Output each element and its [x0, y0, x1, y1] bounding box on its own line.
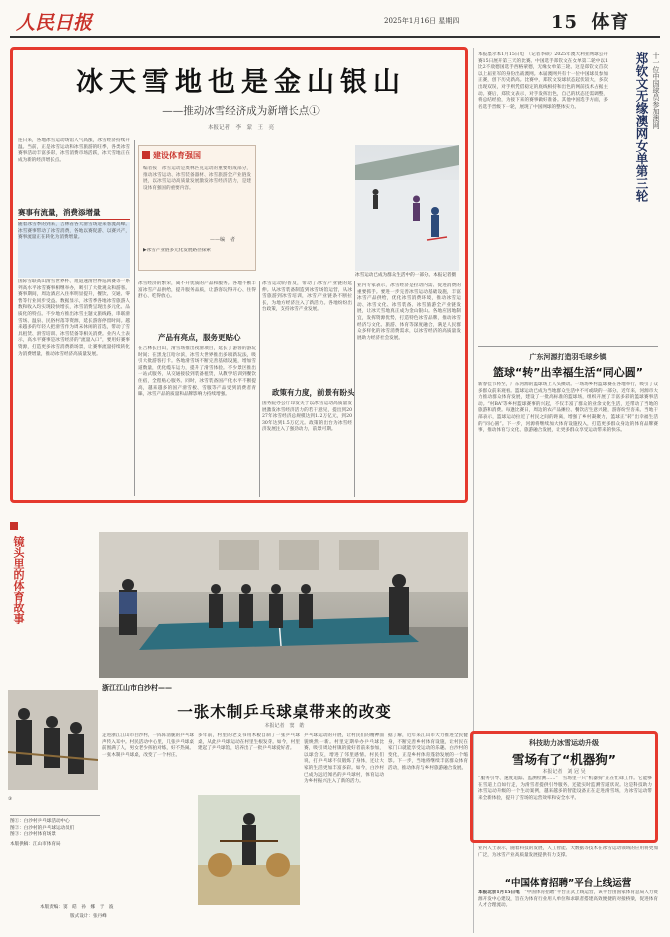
lead-col-sep-2 [259, 281, 260, 497]
story2-title: 一张木制乒乓球桌带来的改变 [177, 703, 392, 721]
robot-byline: 本报记者 刘 冠 吴 [542, 769, 586, 775]
section2-body-text: 在吉林长白山，滑雪场推出夜滑项目，延长了游客的游玩时间；在黑龙江哈尔滨，冰雪大世界推出多项新玩法，吸引大批游客打卡。各地滑雪场不断完善基础设施，增加雪道数量，优化缆车运力，提升了滑雪体验。不少景区推出一站式服务，从交通接驳到装备租赁，从教学培训到餐饮住宿，全程贴心服务。同时，冰雪装备国产化水平不断提高，越来越多的国产滑雪板、雪服等产品受到消费者青睐，冰雪产品的质量和品牌影响力持续增强。 [138, 346, 256, 398]
lead-byline: 本报记者 李 蒙 王 亮 [207, 125, 274, 131]
lead-col2-top-text: 冰雪经济的繁荣，离不开优质的产品和服务。各地不断丰富冰雪产品供给，提升服务品质，让游客玩得开心、住得舒心、吃得放心。 [138, 281, 256, 300]
village-basket-photo [198, 795, 300, 905]
lead-subtitle: ——推动冰雪经济成为新增长点① [162, 105, 320, 117]
section3-body-text: 国务院办公厅印发关于以冰雪运动高质量发展激发冰雪经济活力的若干意见，提出到2027年冰雪经济总规模达到1.2万亿元，到2030年达到1.5万亿元。政策的出台为冰雪经济发展注入了强劲动力，前景可期。 [262, 401, 352, 433]
lead-col4-text: 业内专家表示，冰雪经济是拉动内需、促进消费的重要抓手。要进一步完善冰雪运动基础设施，丰富冰雪产品供给，优化冰雪消费环境，推动冰雪运动、冰雪文化、冰雪装备、冰雪旅游全产业链发展，让冰天雪地真正成为金山银山。各地应因地制宜，发挥资源优势，打造特色冰雪品牌，推动冰雪经济与文化、旅游、体育等深度融合，满足人民群众多样化的冰雪消费需求，以冰雪经济的高质量发展助力经济社会发展。 [357, 283, 461, 341]
red-square-icon [142, 151, 150, 159]
story2-label [10, 517, 26, 667]
story2-col3-text: 乒乓球运动的开展，让村民们的精神面貌焕然一新。村里定期举办乒乓球比赛，吸引周边村镇的爱好者前来参加，以球会友，增进了邻里感情。村民们说，打乒乓球不仅锻炼了身体，还让大家的生活更加丰富多彩。如今，白沙村已成为远近闻名的乒乓球村，体育运动为乡村振兴注入了新的活力。 [304, 733, 384, 785]
caption-1: 图①：白沙村乒乓球活动中心 [10, 819, 70, 824]
bottom-story-title: “中国体育招聘”平台上线运营 [504, 878, 632, 889]
right-sep-1 [478, 346, 658, 347]
robot-story-text: “服务引导、速度追踪、监测检测……” 雪场里一只“机器狗”正在忙碌工作。它能够在雪道上自如行走，为滑雪者提供引导服务，还能实时监测雪道状况。这是科技助力冰雪运动升级的一个生动案例，越来越多的智能设备正在走进滑雪场，为冰雪运动带来全新体验，提升了雪场的运营效率和安全水平。 [478, 776, 652, 801]
masthead-logo [14, 8, 99, 34]
section2-heading: 产品有亮点，服务更贴心 [158, 333, 241, 342]
photo-credit: 本版供稿：江山市体育局 [10, 841, 61, 847]
story2-col1-text: 走进浙江江山市白沙村，一阵阵清脆的乒乓球声传入耳中。村民活动中心里，几张乒乓球桌前围满了人，男女老少挥拍对练，好不热闹。一张木制乒乓球桌，改变了一个村庄。 [102, 733, 194, 758]
tug-photo-label: ③ [8, 797, 13, 802]
basketball-story-text: 新春佳节将至，广东河源的篮球场上人头攒动。一场场乡村篮球赛在各地举行，吸引了众多群众前来观看。篮球运动已成为当地群众生活中不可或缺的一部分。近年来，河源市大力推动群众体育发展，建设了一批高标准的篮球场，组织开展了丰富多彩的篮球赛事活动。“村BA”等乡村篮球赛事的兴起，不仅丰富了群众的业余文化生活，还带动了当地的旅游和消费。每逢比赛日，周边的农产品摊位、餐饮店生意兴隆，游客纷至沓来。当地干部表示，篮球运动拉近了村民之间的距离，增强了乡村凝聚力，篮球正“转”出幸福生活的“同心圆”。下一步，河源将继续加大体育设施投入，打造更多群众身边的体育品牌赛事，推动体育与文化、旅游融合发展，让更多群众享受运动带来的快乐。 [478, 382, 658, 434]
bottom-story-text: 本报北京1月15日电 “中国体育招聘”平台正式上线运营，该平台由国家体育总局人力资源开发中心建设，旨在为体育行业用人单位和求职者搭建高效便捷的对接桥梁，促进体育人才合理流动。 [478, 890, 658, 909]
page-num-value: 15 [551, 12, 579, 33]
editor-note-footer: ▶冰雪产业链多元化发展路径探索 [143, 248, 211, 253]
right-top-story-text: 本报墨尔本1月15日电 （记者李硕）2025年澳大利亚网球公开赛15日展开第三天的比赛。中国选手郑钦文在女单第二轮中以1比2不敌德国选手西格蒙德，无缘女单第三轮。这是郑钦文首次以上届亚军的身份出战澳网。本届澳网共有十一位中国球员参加正赛，创下历史新高。比赛中，郑钦文发球状态起伏较大，多次出现双误，对手则凭借稳定的底线相持和出色的网前技术占据主动。赛后，郑钦文表示，对手发挥出色，自己的状态还需调整，将总结经验，为接下来的赛事做好准备。其他中国选手方面，多名选手晋级下一轮，展现了中国网球的整体实力。 [478, 52, 608, 110]
issue-date: 2025年1月16日 星期四 [384, 17, 460, 25]
story2-red-square-icon [10, 522, 18, 530]
vertical-headline: 郑钦文无缘澳网女单第三轮 [634, 52, 649, 202]
caption-3: 图③：白沙村体育场景 [10, 832, 56, 837]
editor-note-title-text: 建设体育强国 [153, 151, 201, 160]
lead-col3-top-text: 冰雪运动的普及，带动了冰雪产业链的延伸。从冰雪装备制造到冰雪场馆运营，从冰雪旅游到冰雪培训，冰雪产业链条不断拉长，为地方经济注入了新活力。各地纷纷出台政策，支持冰雪产业发展。 [262, 281, 352, 313]
story2-kicker: 浙江江山市白沙村—— [102, 684, 172, 692]
ski-slope-photo [355, 145, 459, 271]
design-credit: 版式设计：张丹峰 [70, 914, 107, 919]
lead-title: 冰天雪地也是金山银山 [76, 67, 406, 98]
lead-col-sep-1 [134, 140, 135, 496]
basketball-title: 篮球“转”出幸福生活“同心圆” [493, 366, 643, 379]
story2-captions [10, 815, 100, 848]
section1-body-text: 国际雪联高山滑雪世界杯、短道速滑世界巡回赛等一系列高水平冰雪赛事相继举办，吸引了大批观众和游客。赛事期间，周边酒店入住率明显提升，餐饮、交通、零售等行业同步受益。数据显示，冰雪季各地冰雪旅游人数和收入均实现较快增长，冰雪消费呈现出多元化、品质化的特点。不少地方推出冰雪主题文旅线路，串联滑雪场、温泉、民俗村落等资源，延长游客停留时间。越来越多的年轻人把滑雪作为周末休闲的首选，带动了雪具租赁、滑雪培训、冰雪装备等相关消费。业内人士表示，高水平赛事是冰雪经济的“流量入口”，要用好赛事资源，打造更多冰雪消费新场景，让赛事流量持续转化为消费增量，推动冰雪经济高质量发展。 [18, 279, 130, 357]
robot-story-cont-text: 业内人士表示，随着科技的发展，人工智能、大数据等技术在冰雪运动领域的应用将更加广泛，为冰雪产业高质量发展提供有力支撑。 [478, 846, 658, 858]
table-tennis-hall-photo [99, 532, 468, 678]
section1-rule [18, 219, 130, 220]
editors-credit: 本版责编：窦 皓 孙 娜 于 波 [40, 905, 114, 910]
masthead-text: 人民日报 [16, 12, 93, 34]
page-number [551, 8, 629, 34]
header-rule [10, 36, 660, 38]
basketball-kicker: 广东河源打造羽毛球乡镇 [529, 353, 607, 361]
robot-title: 雪场有了“机器狗” [512, 752, 616, 767]
lead-col-sep-3 [354, 281, 355, 497]
lead-intro-text: 连日来，各地冰雪运动场馆人气高涨，冰雪经济持续升温。当前，正是冰雪运动和冰雪旅游的旺季，各类冰雪赛事活动丰富多彩，冰雪消费市场活跃，冰天雪地正在成为新的经济增长点。 [18, 138, 130, 163]
editor-note-sign: ——编 者 [210, 237, 236, 243]
section1-highlight-text: 随着冰雪季的到来，吉林省各大滑雪场迎来客流高峰。冰雪赛事带动了冰雪消费，各地以赛促游、以赛兴产，赛事流量正在转化为消费增量。 [18, 222, 130, 278]
tug-of-war-photo [8, 690, 98, 790]
bottom-dateline: 本报北京1月15日电 [478, 890, 520, 895]
story2-col4-text: 据了解，近年来江山市大力推进全民健身，不断完善乡村体育设施，让村民在家门口就能享受运动的乐趣。白沙村的变化，正是乡村体育蓬勃发展的一个缩影。下一步，当地将继续丰富群众体育活动，推动体育与乡村旅游融合发展。 [388, 733, 468, 771]
editor-note-body: 编者按 冰雪运动是奥林匹克运动的重要组成部分，推动冰雪运动、冰雪装备器材、冰雪旅游全产业链发展，以冰雪运动高质量发展激发冰雪经济活力，是建设体育强国的重要内容。 [143, 166, 251, 191]
page-section-name: 体育 [591, 12, 630, 33]
caption-2: 图②：白沙村的乒乓球运动员们 [10, 825, 75, 831]
editor-note-title [142, 150, 201, 161]
story2-byline: 本报记者 窦 皓 [264, 723, 305, 729]
ski-photo-caption: 冰雪运动已成为群众生活中的一部分。本报记者摄 [355, 273, 457, 278]
section3-heading: 政策有力度，前景有盼头 [272, 388, 355, 397]
robot-kicker: 科技助力冰雪运动升级 [529, 739, 599, 747]
story2-col2-text: 多年前，村里的老支书用木板自制了一张乒乓球桌，从此乒乓球运动在村里生根发芽。如今，村里建起了乒乓球馆，培养出了一批乒乓球爱好者。 [198, 733, 300, 752]
vertical-kicker: 十一位中国球员参加澳网 [652, 52, 660, 129]
story2-label-text: 镜头里的体育故事 [12, 536, 25, 624]
section1-heading: 赛事有流量，消费添增量 [18, 208, 101, 217]
